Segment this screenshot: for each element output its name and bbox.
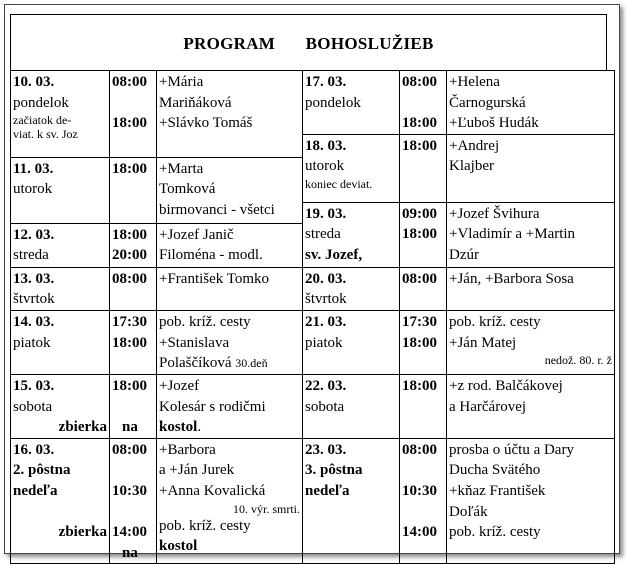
weekday: utorok — [13, 181, 53, 198]
intention: pob. kríž. cesty — [449, 524, 541, 541]
time-cell — [400, 71, 447, 135]
intention: +Andrej — [449, 137, 500, 154]
time: 18:00 — [112, 377, 147, 394]
intention: +Slávko Tomáš — [159, 115, 253, 132]
table-row — [11, 71, 615, 135]
date: 19. 03. — [305, 205, 347, 222]
page-title: PROGRAM BOHOSLUŽIEB — [10, 14, 607, 70]
date-cell — [11, 71, 110, 158]
time: 18:00 — [402, 115, 437, 132]
weekday: streda — [305, 226, 341, 243]
date-cell — [11, 157, 110, 223]
date-cell — [11, 267, 110, 310]
intention-cell — [157, 438, 303, 564]
intention: a Harčárovej — [449, 398, 527, 415]
collection-label: kostol — [159, 419, 198, 436]
weekday: utorok — [305, 158, 345, 175]
intention-cell — [447, 310, 615, 374]
intention-cell — [157, 71, 303, 158]
note: viat. k sv. Joz — [13, 127, 78, 142]
table-row — [11, 438, 615, 564]
intention-cell — [157, 267, 303, 310]
intention: Dzúr — [449, 246, 479, 263]
time-cell — [110, 438, 157, 564]
intention-cell — [447, 71, 615, 135]
weekday: pondelok — [305, 94, 361, 111]
time: 18:00 — [402, 377, 437, 394]
time-cell — [400, 374, 447, 438]
intention: Čarnogurská — [449, 94, 526, 111]
intention-cell — [447, 134, 615, 202]
time-cell — [400, 202, 447, 267]
weekday: streda — [13, 247, 49, 264]
intention-cell — [157, 157, 303, 223]
date-cell — [303, 374, 400, 438]
date: 10. 03. — [13, 74, 55, 90]
intention-cell — [447, 202, 615, 267]
intention: Doľák — [449, 503, 488, 520]
date: 18. 03. — [305, 137, 347, 154]
time: 10:30 — [112, 482, 147, 499]
date-cell — [11, 374, 110, 438]
date-cell — [303, 438, 400, 564]
time: 08:00 — [112, 74, 147, 90]
time: 17:30 — [112, 313, 147, 330]
time: 10:30 — [402, 482, 437, 499]
time: 18:00 — [112, 334, 147, 351]
intention: pob. kríž. cesty — [159, 517, 251, 534]
collection-label: zbierka — [58, 419, 107, 436]
time-cell — [400, 310, 447, 374]
date-cell — [11, 438, 110, 564]
time: 08:00 — [402, 74, 437, 90]
weekday: 3. pôstna — [305, 462, 363, 479]
time-cell — [110, 157, 157, 223]
intention: Ducha Svätého — [449, 462, 541, 479]
intention: +Ján Matej — [449, 334, 517, 351]
intention: a +Ján Jurek — [159, 462, 235, 479]
time: 09:00 — [402, 205, 437, 222]
intention: +Jozef Švihura — [449, 205, 540, 222]
intention: +Stanislava — [159, 334, 230, 351]
time: 18:00 — [402, 334, 437, 351]
time: 14:00 — [402, 524, 437, 541]
intention-cell — [447, 267, 615, 310]
date-cell — [303, 134, 400, 202]
intention: +Jozef Janič — [159, 226, 234, 243]
time: 08:00 — [112, 441, 147, 458]
note: začiatok de- — [13, 113, 72, 128]
weekday: štvrtok — [305, 291, 347, 308]
weekday: štvrtok — [13, 291, 55, 308]
weekday: pondelok — [13, 94, 69, 111]
date-cell — [303, 71, 400, 135]
date: 22. 03. — [305, 377, 347, 394]
intention: Kolesár s rodičmi — [159, 398, 266, 415]
time: 08:00 — [402, 441, 437, 458]
schedule-table — [10, 70, 615, 564]
time-cell — [110, 223, 157, 267]
time: 08:00 — [112, 270, 147, 287]
intention: prosba o účtu a Dary — [449, 441, 574, 458]
date: 16. 03. — [13, 441, 55, 458]
weekday: piatok — [305, 334, 343, 351]
note: nedož. 80. r. ž — [544, 353, 612, 368]
intention-cell — [157, 310, 303, 374]
date: 20. 03. — [305, 270, 347, 287]
intention: +kňaz František — [449, 482, 546, 499]
note: koniec deviat. — [305, 176, 373, 191]
collection-label: zbierka — [58, 524, 107, 541]
collection-label: kostol — [159, 538, 198, 555]
intention: Mariňáková — [159, 94, 232, 111]
intention: Filoména - modl. — [159, 247, 263, 264]
time: 18:00 — [112, 160, 147, 177]
date: 13. 03. — [13, 270, 55, 287]
intention: Klajber — [449, 158, 494, 175]
intention: +z rod. Balčákovej — [449, 377, 563, 394]
intention: +Ján, +Barbora Sosa — [449, 270, 574, 287]
punctuation: . — [197, 419, 202, 436]
date: 12. 03. — [13, 226, 55, 243]
date: 15. 03. — [13, 377, 55, 394]
intention: pob. kríž. cesty — [159, 313, 251, 330]
date: 23. 03. — [305, 441, 347, 458]
intention: +Vladimír a +Martin — [449, 226, 576, 243]
time-cell — [400, 438, 447, 564]
weekday: piatok — [13, 334, 51, 351]
intention-cell — [447, 374, 615, 438]
table-row — [11, 310, 615, 374]
collection-label: na — [122, 544, 138, 561]
date: 14. 03. — [13, 313, 55, 330]
date-cell — [11, 310, 110, 374]
date: 17. 03. — [305, 74, 347, 90]
table-row — [11, 267, 615, 310]
weekday: sobota — [305, 398, 345, 415]
time-cell — [110, 310, 157, 374]
intention: pob. kríž. cesty — [449, 313, 541, 330]
table-row — [11, 374, 615, 438]
intention: +Helena — [449, 74, 500, 90]
time: 18:00 — [112, 226, 147, 243]
note: 30.deň — [235, 356, 268, 371]
date-cell — [303, 310, 400, 374]
time: 14:00 — [112, 524, 147, 541]
time: 18:00 — [402, 226, 437, 243]
intention: Polaščíková — [159, 355, 232, 372]
note: 10. výr. smrti. — [232, 501, 300, 516]
weekday: 2. pôstna — [13, 462, 71, 479]
time-cell — [400, 267, 447, 310]
date-cell — [303, 202, 400, 267]
intention-cell — [157, 374, 303, 438]
intention-cell — [157, 223, 303, 267]
weekday: sobota — [13, 398, 53, 415]
time: 18:00 — [112, 115, 147, 132]
intention: +Anna Kovalická — [159, 482, 266, 499]
intention: birmovanci - všetci — [159, 201, 275, 218]
feast: sv. Jozef, — [305, 246, 363, 263]
time-cell — [110, 71, 157, 158]
weekday: nedeľa — [13, 482, 58, 499]
date-cell — [11, 223, 110, 267]
intention: +Ľuboš Hudák — [449, 115, 539, 132]
date-cell — [303, 267, 400, 310]
intention: +Barbora — [159, 441, 216, 458]
intention: +Marta — [159, 160, 204, 177]
time-cell — [400, 134, 447, 202]
intention: +Mária — [159, 74, 204, 90]
date: 21. 03. — [305, 313, 347, 330]
intention: +Jozef — [159, 377, 200, 394]
time-cell — [110, 374, 157, 438]
time: 17:30 — [402, 313, 437, 330]
time: 18:00 — [402, 137, 437, 154]
collection-label: na — [122, 419, 138, 436]
intention: Tomková — [159, 181, 216, 198]
intention: +František Tomko — [159, 270, 270, 287]
intention-cell — [447, 438, 615, 564]
time: 20:00 — [112, 247, 147, 264]
weekday: nedeľa — [305, 482, 350, 499]
date: 11. 03. — [13, 160, 54, 177]
time-cell — [110, 267, 157, 310]
time: 08:00 — [402, 270, 437, 287]
